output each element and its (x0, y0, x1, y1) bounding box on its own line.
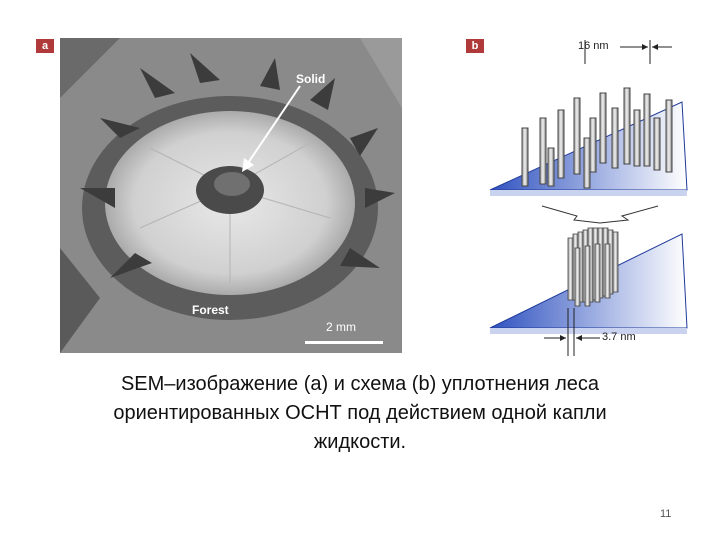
caption-line-3: жидкости. (313, 431, 407, 453)
caption-line-1: SEM–изображение (a) и схема (b) уплотнения леса (120, 373, 600, 395)
panel-a-tag: a (36, 39, 54, 53)
scale-bar (305, 341, 383, 344)
dimension-3-7nm: 3.7 nm (602, 331, 636, 343)
figure-caption (40, 370, 680, 457)
scale-label: 2 mm (326, 320, 356, 334)
panel-b-tag: b (466, 39, 484, 53)
label-solid: Solid (296, 72, 326, 86)
sem-image (60, 38, 402, 353)
sem-image-drawing (60, 38, 402, 353)
cnt-schematic-drawing (482, 38, 692, 358)
label-forest: Forest (192, 303, 229, 317)
caption-line-2: ориентированных ОСНТ под действием одной капли (113, 402, 607, 424)
cnt-schematic (482, 38, 692, 358)
page-number: 11 (660, 508, 672, 520)
dimension-16nm: 16 nm (578, 40, 609, 52)
